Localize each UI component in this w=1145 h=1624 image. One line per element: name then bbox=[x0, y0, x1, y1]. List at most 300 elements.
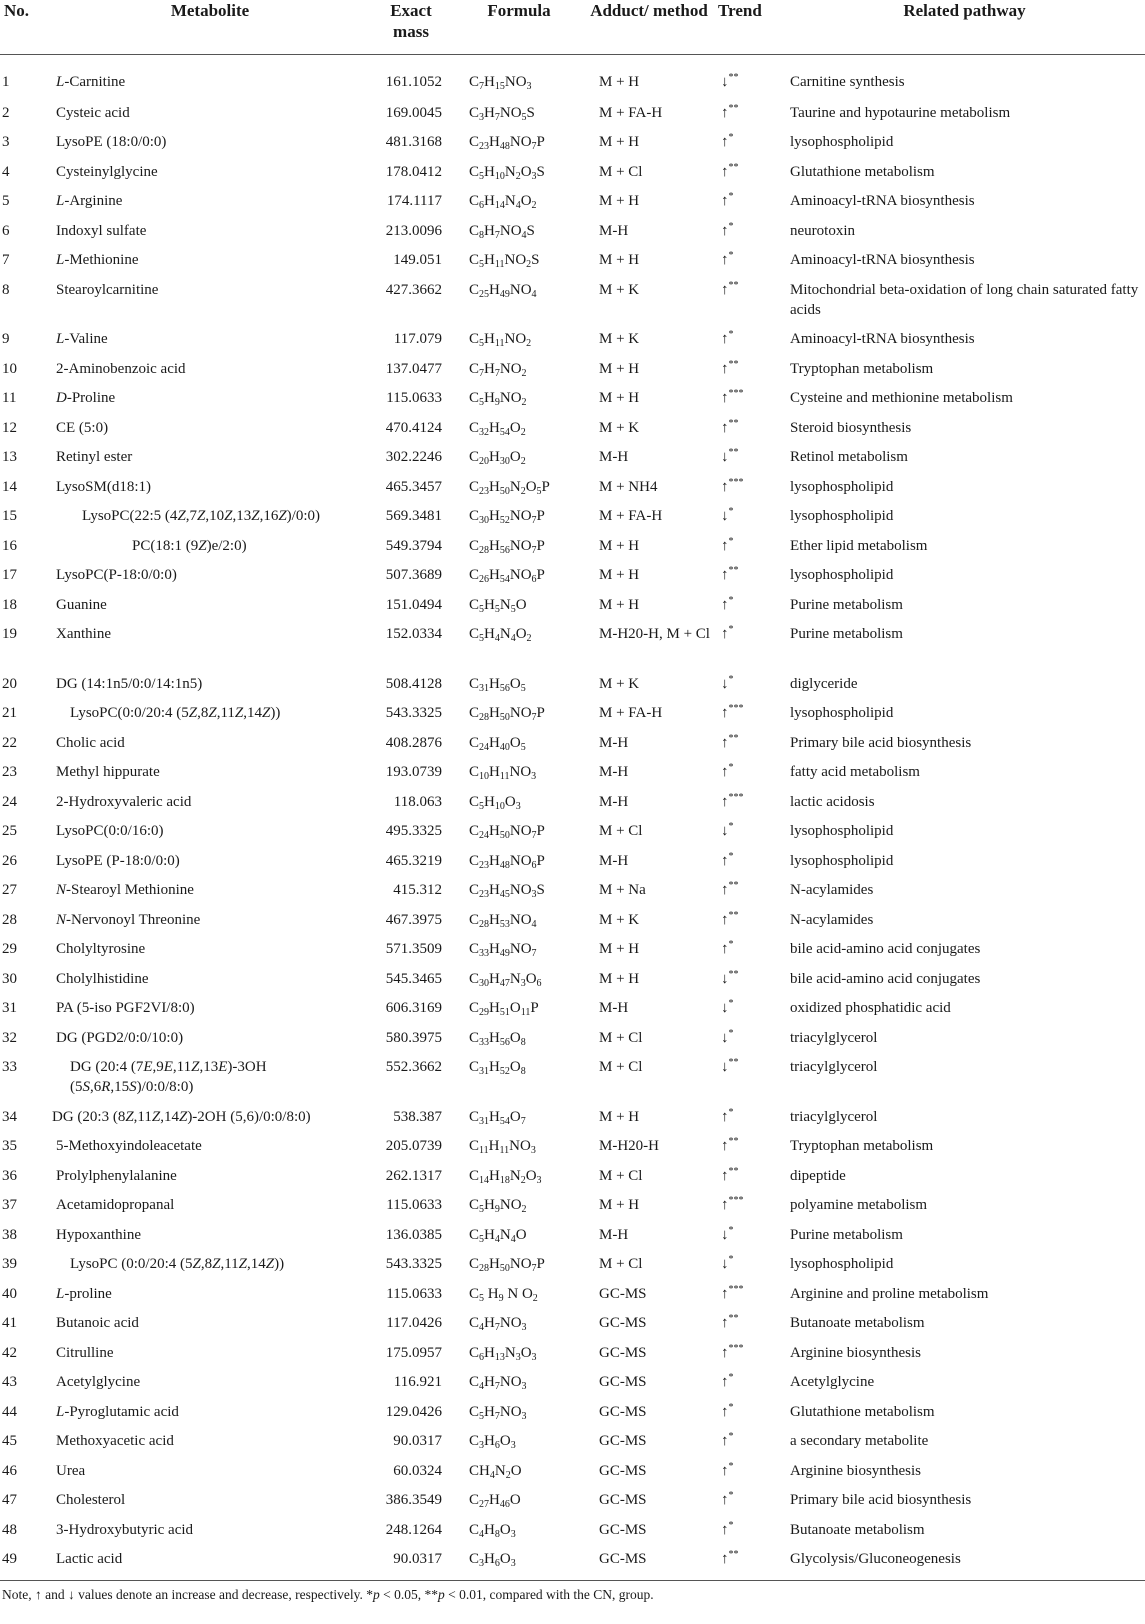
cell-trend: ↓* bbox=[721, 673, 734, 692]
cell-exact-mass: 115.0633 bbox=[386, 1197, 442, 1213]
cell-no: 42 bbox=[2, 1344, 17, 1361]
cell-no: 47 bbox=[2, 1492, 17, 1508]
cell-trend: ↑** bbox=[721, 1313, 739, 1331]
cell-no: 9 bbox=[2, 331, 10, 347]
cell-no: 21 bbox=[2, 705, 17, 721]
cell-no: 10 bbox=[2, 360, 17, 377]
cell-metabolite: L-Valine bbox=[56, 331, 108, 347]
cell-adduct: M + H bbox=[599, 970, 640, 987]
cell-no: 14 bbox=[2, 478, 17, 495]
cell-trend: ↑* bbox=[721, 132, 734, 150]
table-row bbox=[0, 815, 1145, 845]
cell-metabolite: Urea bbox=[56, 1462, 86, 1479]
cell-no: 34 bbox=[2, 1108, 17, 1125]
cell-formula: $C_{27}H_{46}O$ bbox=[469, 1492, 521, 1510]
cell-trend: ↑** bbox=[721, 909, 739, 928]
cell-exact-mass: 508.4128 bbox=[385, 675, 442, 692]
cell-pathway: N-acylamides bbox=[790, 882, 874, 898]
cell-exact-mass: 543.3325 bbox=[385, 1256, 442, 1272]
cell-metabolite: LysoPC(22:5 (4Z,7Z,10Z,13Z,16Z)/0:0) bbox=[82, 508, 320, 524]
table-row bbox=[0, 1514, 1145, 1544]
cell-adduct: M-H bbox=[599, 449, 629, 465]
cell-trend: ↑* bbox=[721, 250, 734, 268]
cell-formula: $C_7H_{15}NO_3$ bbox=[469, 74, 532, 92]
cell-exact-mass: 580.3975 bbox=[385, 1029, 442, 1046]
cell-formula: $C_3H_6O_3$ bbox=[454, 1543, 584, 1580]
cell-trend: ↑** bbox=[721, 102, 739, 121]
cell-formula: $C_{28}H_{50}NO_7P$ bbox=[469, 705, 545, 723]
cell-formula: $C_{10}H_{11}NO_3$ bbox=[469, 764, 537, 782]
table-note: Note, ↑ and ↓ values denote an increase and decrease, respectively. *p < 0.05, **p < 0.01, compared with the CN, group. bbox=[2, 1586, 654, 1602]
cell-adduct: M + H bbox=[599, 390, 640, 406]
header-adduct-method: Adduct/ method bbox=[584, 0, 714, 55]
cell-metabolite: DG (PGD2/0:0/10:0) bbox=[56, 1029, 184, 1046]
cell-no: 30 bbox=[2, 970, 17, 987]
cell-adduct: M + K bbox=[599, 419, 640, 436]
cell-formula: $C_3H_7NO_5S$ bbox=[469, 104, 535, 123]
cell-formula: $C_7H_7NO_2$ bbox=[469, 360, 527, 379]
cell-adduct: M + K bbox=[599, 675, 640, 692]
table-row bbox=[0, 756, 1145, 786]
cell-exact-mass: 90.0317 bbox=[368, 1543, 454, 1580]
cell-formula: $C_{33}H_{56}O_8$ bbox=[469, 1029, 526, 1048]
cell-adduct: M + Cl bbox=[599, 1256, 643, 1272]
cell-pathway: Mitochondrial beta-oxidation of long chain saturated fatty acids bbox=[790, 281, 1139, 318]
cell-pathway: Arginine biosynthesis bbox=[790, 1344, 921, 1361]
cell-pathway: Tryptophan metabolism bbox=[790, 360, 934, 377]
table-row bbox=[0, 1425, 1145, 1455]
cell-no: 44 bbox=[2, 1403, 17, 1420]
cell-metabolite: Cholesterol bbox=[56, 1492, 126, 1508]
cell-adduct: M + H bbox=[599, 941, 640, 957]
cell-exact-mass: 205.0739 bbox=[385, 1138, 442, 1154]
cell-trend: ↑** bbox=[714, 1543, 784, 1580]
cell-metabolite: Methoxyacetic acid bbox=[56, 1433, 174, 1449]
cell-exact-mass: 470.4124 bbox=[385, 419, 442, 436]
table-row bbox=[0, 618, 1145, 668]
table-row bbox=[0, 323, 1145, 353]
cell-exact-mass: 116.921 bbox=[393, 1374, 442, 1390]
cell-no: 12 bbox=[2, 419, 17, 436]
cell-no: 43 bbox=[2, 1374, 17, 1390]
cell-no: 49 bbox=[0, 1543, 52, 1580]
cell-pathway: lysophospholipid bbox=[790, 705, 894, 721]
cell-no: 36 bbox=[2, 1167, 17, 1184]
cell-metabolite: DG (20:3 (8Z,11Z,14Z)-2OH (5,6)/0:0/8:0) bbox=[52, 1108, 311, 1125]
cell-metabolite: LysoPC(0:0/20:4 (5Z,8Z,11Z,14Z)) bbox=[70, 705, 281, 721]
cell-metabolite: L-Pyroglutamic acid bbox=[56, 1403, 179, 1420]
cell-no: 19 bbox=[2, 626, 17, 642]
cell-trend: ↓** bbox=[721, 72, 739, 90]
cell-metabolite: 2-Aminobenzoic acid bbox=[56, 360, 186, 377]
cell-trend: ↑* bbox=[721, 1106, 734, 1125]
cell-no: 29 bbox=[2, 941, 17, 957]
cell-metabolite: Indoxyl sulfate bbox=[56, 222, 147, 239]
cell-formula: $C_{29}H_{51}O_{11}P$ bbox=[469, 1000, 539, 1018]
cell-trend: ↓* bbox=[721, 1027, 734, 1046]
table-row bbox=[0, 412, 1145, 442]
cell-pathway: neurotoxin bbox=[790, 222, 855, 239]
cell-exact-mass: 481.3168 bbox=[385, 134, 442, 150]
cell-no: 25 bbox=[2, 823, 17, 839]
cell-formula: $C_5H_{10}N_2O_3S$ bbox=[469, 163, 545, 182]
cell-formula: $C_{23}H_{48}NO_6P$ bbox=[469, 852, 545, 871]
cell-no: 1 bbox=[2, 74, 10, 90]
table-row bbox=[0, 1366, 1145, 1396]
cell-pathway: Butanoate metabolism bbox=[790, 1315, 925, 1331]
cell-pathway: Glutathione metabolism bbox=[790, 1403, 935, 1420]
cell-no: 22 bbox=[2, 734, 17, 751]
cell-formula: $C_4H_8O_3$ bbox=[469, 1521, 516, 1540]
cell-pathway: bile acid-amino acid conjugates bbox=[790, 970, 981, 987]
cell-metabolite: N-Nervonoyl Threonine bbox=[56, 911, 201, 928]
cell-formula: $C_5H_9NO_2$ bbox=[469, 390, 527, 408]
cell-metabolite: LysoPC (0:0/20:4 (5Z,8Z,11Z,14Z)) bbox=[70, 1256, 285, 1272]
cell-pathway: lysophospholipid bbox=[790, 1256, 894, 1272]
cell-adduct: M-H20-H bbox=[599, 1138, 659, 1154]
cell-formula: $C_{33}H_{49}NO_7$ bbox=[469, 941, 537, 959]
cell-metabolite: Citrulline bbox=[56, 1344, 114, 1361]
cell-trend: ↑** bbox=[721, 880, 739, 898]
cell-metabolite: Cysteic acid bbox=[56, 104, 130, 121]
cell-formula: $C_{24}H_{40}O_5$ bbox=[469, 734, 526, 753]
cell-pathway: Retinol metabolism bbox=[790, 449, 908, 465]
cell-pathway: lysophospholipid bbox=[790, 567, 894, 583]
cell-pathway: Primary bile acid biosynthesis bbox=[790, 734, 972, 751]
cell-no: 6 bbox=[2, 222, 10, 239]
cell-exact-mass: 248.1264 bbox=[385, 1521, 442, 1538]
cell-adduct: M + Cl bbox=[599, 1059, 643, 1075]
cell-metabolite: Butanoic acid bbox=[56, 1315, 139, 1331]
cell-formula: $C_4H_7NO_3$ bbox=[469, 1374, 527, 1392]
cell-adduct: M-H bbox=[599, 793, 629, 810]
cell-metabolite: DG (14:1n5/0:0/14:1n5) bbox=[56, 675, 203, 692]
cell-pathway: bile acid-amino acid conjugates bbox=[790, 941, 981, 957]
cell-formula: $C_6H_{14}N_4O_2$ bbox=[469, 193, 537, 211]
table-row bbox=[0, 1130, 1145, 1160]
cell-adduct: M + Cl bbox=[599, 1167, 643, 1184]
cell-adduct: GC-MS bbox=[599, 1315, 647, 1331]
cell-trend: ↑*** bbox=[721, 1283, 744, 1302]
cell-trend: ↓** bbox=[721, 968, 739, 987]
cell-pathway: Aminoacyl-tRNA biosynthesis bbox=[790, 331, 975, 347]
cell-adduct: M-H bbox=[599, 222, 629, 239]
table-row bbox=[0, 1543, 1145, 1580]
cell-no: 24 bbox=[2, 793, 17, 810]
cell-metabolite: LysoPC(0:0/16:0) bbox=[56, 823, 164, 839]
cell-pathway: polyamine metabolism bbox=[790, 1197, 928, 1213]
table-row bbox=[0, 963, 1145, 993]
cell-metabolite: Hypoxanthine bbox=[56, 1226, 141, 1243]
header-exact-mass: Exact mass bbox=[368, 0, 454, 55]
cell-metabolite: LysoSM(d18:1) bbox=[56, 478, 152, 495]
cell-formula: $C_{31}H_{54}O_7$ bbox=[469, 1108, 526, 1127]
table-row bbox=[0, 1337, 1145, 1367]
cell-exact-mass: 149.051 bbox=[393, 252, 442, 268]
table-row bbox=[0, 697, 1145, 727]
cell-no: 35 bbox=[2, 1138, 17, 1154]
cell-adduct: M + FA-H bbox=[599, 508, 663, 524]
cell-formula: $C_{25}H_{49}NO_4$ bbox=[469, 281, 537, 300]
cell-pathway: Ether lipid metabolism bbox=[790, 537, 928, 554]
cell-adduct: M + H bbox=[599, 567, 640, 583]
cell-metabolite: 3-Hydroxybutyric acid bbox=[56, 1521, 194, 1538]
cell-no: 48 bbox=[2, 1521, 17, 1538]
table-row bbox=[0, 55, 1145, 97]
cell-metabolite: 5-Methoxyindoleacetate bbox=[56, 1138, 202, 1154]
cell-exact-mass: 169.0045 bbox=[385, 104, 442, 121]
cell-pathway: Purine metabolism bbox=[790, 596, 903, 613]
cell-pathway: dipeptide bbox=[790, 1167, 846, 1184]
table-row bbox=[0, 353, 1145, 383]
table-row bbox=[0, 904, 1145, 934]
cell-adduct: M + H bbox=[599, 193, 640, 209]
cell-metabolite: Retinyl ester bbox=[56, 449, 133, 465]
cell-metabolite: L-Carnitine bbox=[56, 74, 126, 90]
cell-pathway: lysophospholipid bbox=[790, 852, 894, 869]
cell-adduct: M + H bbox=[599, 596, 640, 613]
cell-pathway: Glycolysis/Gluconeogenesis bbox=[784, 1543, 1145, 1580]
table-row bbox=[0, 1189, 1145, 1219]
cell-trend: ↑*** bbox=[721, 476, 744, 495]
cell-pathway: diglyceride bbox=[790, 675, 858, 692]
cell-formula: $C_5H_9NO_2$ bbox=[469, 1197, 527, 1215]
cell-pathway: Arginine and proline metabolism bbox=[790, 1285, 989, 1302]
cell-pathway: Aminoacyl-tRNA biosynthesis bbox=[790, 193, 975, 209]
cell-pathway: lysophospholipid bbox=[790, 478, 894, 495]
cell-no: 41 bbox=[2, 1315, 17, 1331]
cell-trend: ↑** bbox=[721, 1165, 739, 1184]
cell-adduct: M-H20-H, M + Cl bbox=[599, 626, 710, 642]
cell-exact-mass: 543.3325 bbox=[385, 705, 442, 721]
cell-trend: ↑*** bbox=[721, 703, 744, 721]
cell-formula: $C_4H_7NO_3$ bbox=[469, 1315, 527, 1333]
cell-no: 45 bbox=[2, 1433, 17, 1449]
table-body bbox=[0, 55, 1145, 1581]
cell-formula: $C_5H_4N_4O$ bbox=[469, 1226, 527, 1245]
cell-pathway: oxidized phosphatidic acid bbox=[790, 1000, 951, 1016]
cell-no: 13 bbox=[2, 449, 17, 465]
cell-adduct: GC-MS bbox=[599, 1344, 647, 1361]
cell-formula: $C_{31}H_{56}O_5$ bbox=[469, 675, 526, 694]
cell-trend: ↓* bbox=[721, 998, 734, 1016]
cell-pathway: lysophospholipid bbox=[790, 823, 894, 839]
cell-no: 27 bbox=[2, 882, 17, 898]
cell-exact-mass: 569.3481 bbox=[385, 508, 442, 524]
cell-trend: ↑* bbox=[721, 762, 734, 780]
cell-no: 17 bbox=[2, 567, 17, 583]
cell-trend: ↓* bbox=[721, 506, 734, 524]
cell-trend: ↑* bbox=[721, 1490, 734, 1508]
cell-pathway: lysophospholipid bbox=[790, 134, 894, 150]
cell-metabolite: 2-Hydroxyvaleric acid bbox=[56, 793, 192, 810]
cell-formula: $C_{28}H_{56}NO_7P$ bbox=[469, 537, 545, 556]
cell-adduct: M + Cl bbox=[599, 823, 643, 839]
cell-exact-mass: 262.1317 bbox=[385, 1167, 442, 1184]
cell-pathway: N-acylamides bbox=[790, 911, 874, 928]
cell-metabolite: Prolylphenylalanine bbox=[56, 1167, 177, 1184]
header-no: No. bbox=[0, 0, 52, 55]
cell-exact-mass: 213.0096 bbox=[385, 222, 442, 239]
table-row bbox=[0, 500, 1145, 530]
cell-no: 28 bbox=[2, 911, 17, 928]
cell-pathway: lactic acidosis bbox=[790, 793, 875, 810]
table-row bbox=[0, 185, 1145, 215]
cell-pathway: fatty acid metabolism bbox=[790, 764, 920, 780]
table-row bbox=[0, 274, 1145, 324]
cell-exact-mass: 415.312 bbox=[393, 882, 442, 898]
cell-no: 46 bbox=[2, 1462, 17, 1479]
cell-adduct: GC-MS bbox=[599, 1492, 647, 1508]
cell-pathway: Cysteine and methionine metabolism bbox=[790, 390, 1013, 406]
table-row bbox=[0, 1396, 1145, 1426]
cell-exact-mass: 136.0385 bbox=[385, 1226, 442, 1243]
table-row bbox=[0, 126, 1145, 156]
table-row bbox=[0, 845, 1145, 875]
cell-trend: ↑** bbox=[721, 358, 739, 377]
cell-metabolite: DG (20:4 (7E,9E,11Z,13E)-3OH (5S,6R,15S)/0:0/8:0) bbox=[70, 1059, 267, 1095]
cell-no: 26 bbox=[2, 852, 17, 869]
cell-adduct: M + FA-H bbox=[599, 104, 663, 121]
table-row bbox=[0, 215, 1145, 245]
cell-adduct: M-H bbox=[599, 1000, 629, 1016]
cell-adduct: GC-MS bbox=[599, 1462, 647, 1479]
cell-metabolite: Acetamidopropanal bbox=[56, 1197, 175, 1213]
cell-metabolite: LysoPE (P-18:0/0:0) bbox=[56, 852, 180, 869]
cell-trend: ↑* bbox=[721, 535, 734, 554]
cell-exact-mass: 465.3457 bbox=[385, 478, 442, 495]
cell-formula: $C_5H_5N_5O$ bbox=[469, 596, 527, 615]
cell-pathway: Carnitine synthesis bbox=[790, 74, 905, 90]
cell-formula: $C_{30}H_{47}N_3O_6$ bbox=[469, 970, 542, 989]
cell-trend: ↑* bbox=[721, 1519, 734, 1538]
cell-adduct: M-H bbox=[599, 764, 629, 780]
cell-pathway: Glutathione metabolism bbox=[790, 163, 935, 180]
cell-exact-mass: 129.0426 bbox=[385, 1403, 442, 1420]
cell-trend: ↑*** bbox=[721, 1195, 744, 1213]
cell-pathway: a secondary metabolite bbox=[790, 1433, 929, 1449]
cell-formula: $C_5H_{10}O_3$ bbox=[469, 793, 521, 812]
cell-no: 7 bbox=[2, 252, 10, 268]
cell-formula: $C_5H_4N_4O_2$ bbox=[469, 626, 532, 644]
table-row bbox=[0, 1278, 1145, 1308]
cell-adduct: M + Cl bbox=[599, 1029, 643, 1046]
cell-no: 23 bbox=[2, 764, 17, 780]
cell-formula: $C_{23}H_{48}NO_7P$ bbox=[469, 134, 545, 152]
header-related-pathway: Related pathway bbox=[784, 0, 1145, 55]
cell-trend: ↑*** bbox=[721, 1342, 744, 1361]
cell-formula: $C_{28}H_{50}NO_7P$ bbox=[469, 1256, 545, 1274]
cell-formula: $C_{26}H_{54}NO_6P$ bbox=[469, 567, 545, 585]
cell-formula: $C_{11}H_{11}NO_3$ bbox=[469, 1138, 536, 1156]
table-row bbox=[0, 727, 1145, 757]
cell-no: 18 bbox=[2, 596, 17, 613]
cell-exact-mass: 408.2876 bbox=[385, 734, 442, 751]
cell-no: 8 bbox=[2, 281, 10, 298]
header-metabolite: Metabolite bbox=[52, 0, 368, 55]
cell-exact-mass: 467.3975 bbox=[385, 911, 442, 928]
cell-metabolite: CE (5:0) bbox=[56, 419, 109, 436]
cell-formula: $C_{28}H_{53}NO_4$ bbox=[469, 911, 537, 930]
cell-no: 5 bbox=[2, 193, 10, 209]
cell-formula: $C_{23}H_{50}N_2O_5P$ bbox=[469, 478, 550, 497]
table-row bbox=[0, 874, 1145, 904]
cell-exact-mass: 507.3689 bbox=[385, 567, 442, 583]
cell-pathway: Butanoate metabolism bbox=[790, 1521, 925, 1538]
cell-exact-mass: 571.3509 bbox=[385, 941, 442, 957]
cell-metabolite: Lactic acid bbox=[52, 1543, 368, 1580]
cell-formula: $C_5H_7NO_3$ bbox=[469, 1403, 527, 1422]
cell-metabolite: Methyl hippurate bbox=[56, 764, 160, 780]
cell-no: 16 bbox=[2, 537, 17, 554]
cell-metabolite: Acetylglycine bbox=[56, 1374, 141, 1390]
cell-trend: ↑* bbox=[721, 624, 734, 642]
cell-pathway: triacylglycerol bbox=[790, 1029, 878, 1046]
cell-exact-mass: 174.1117 bbox=[386, 193, 442, 209]
cell-adduct: GC-MS bbox=[599, 1374, 647, 1390]
cell-exact-mass: 115.0633 bbox=[386, 390, 442, 406]
table-row bbox=[0, 589, 1145, 619]
cell-adduct: M + Cl bbox=[599, 163, 643, 180]
cell-exact-mass: 117.0426 bbox=[386, 1315, 442, 1331]
table-row bbox=[0, 1022, 1145, 1052]
cell-adduct: M-H bbox=[599, 852, 629, 869]
cell-exact-mass: 60.0324 bbox=[393, 1462, 442, 1479]
cell-adduct: GC-MS bbox=[599, 1433, 647, 1449]
cell-formula: $C_{23}H_{45}NO_3S$ bbox=[469, 882, 545, 900]
cell-exact-mass: 118.063 bbox=[393, 793, 442, 810]
table-row bbox=[0, 1219, 1145, 1249]
cell-exact-mass: 117.079 bbox=[393, 331, 442, 347]
cell-metabolite: Cholic acid bbox=[56, 734, 125, 751]
cell-adduct: M + NH4 bbox=[599, 478, 658, 495]
cell-trend: ↑* bbox=[721, 594, 734, 613]
cell-adduct: M + Na bbox=[599, 882, 646, 898]
cell-adduct: M + H bbox=[599, 1197, 640, 1213]
cell-trend: ↑* bbox=[721, 1401, 734, 1420]
table-row bbox=[0, 382, 1145, 412]
cell-exact-mass: 606.3169 bbox=[385, 1000, 442, 1016]
table-row bbox=[0, 1484, 1145, 1514]
cell-exact-mass: 302.2246 bbox=[385, 449, 442, 465]
cell-pathway: Acetylglycine bbox=[790, 1374, 875, 1390]
cell-exact-mass: 115.0633 bbox=[386, 1285, 442, 1302]
cell-formula: $CH_4N_2O$ bbox=[469, 1462, 522, 1481]
cell-adduct: GC-MS bbox=[599, 1521, 647, 1538]
cell-no: 31 bbox=[2, 1000, 17, 1016]
cell-trend: ↑* bbox=[721, 1431, 734, 1449]
cell-adduct: M + K bbox=[599, 281, 640, 298]
table-row bbox=[0, 992, 1145, 1022]
cell-no: 4 bbox=[2, 163, 10, 180]
table-row bbox=[0, 441, 1145, 471]
cell-metabolite: Stearoylcarnitine bbox=[56, 281, 159, 298]
cell-exact-mass: 178.0412 bbox=[385, 163, 442, 180]
cell-exact-mass: 151.0494 bbox=[385, 596, 442, 613]
cell-trend: ↑*** bbox=[721, 791, 744, 810]
cell-metabolite: L-proline bbox=[56, 1285, 112, 1302]
cell-pathway: lysophospholipid bbox=[790, 508, 894, 524]
cell-trend: ↓* bbox=[721, 1224, 734, 1243]
cell-exact-mass: 538.387 bbox=[393, 1108, 442, 1125]
cell-adduct: M-H bbox=[599, 734, 629, 751]
cell-exact-mass: 161.1052 bbox=[385, 74, 442, 90]
cell-exact-mass: 152.0334 bbox=[385, 626, 442, 642]
cell-adduct: M + H bbox=[599, 252, 640, 268]
cell-exact-mass: 552.3662 bbox=[385, 1059, 442, 1075]
cell-no: 38 bbox=[2, 1226, 17, 1243]
cell-exact-mass: 495.3325 bbox=[385, 823, 442, 839]
